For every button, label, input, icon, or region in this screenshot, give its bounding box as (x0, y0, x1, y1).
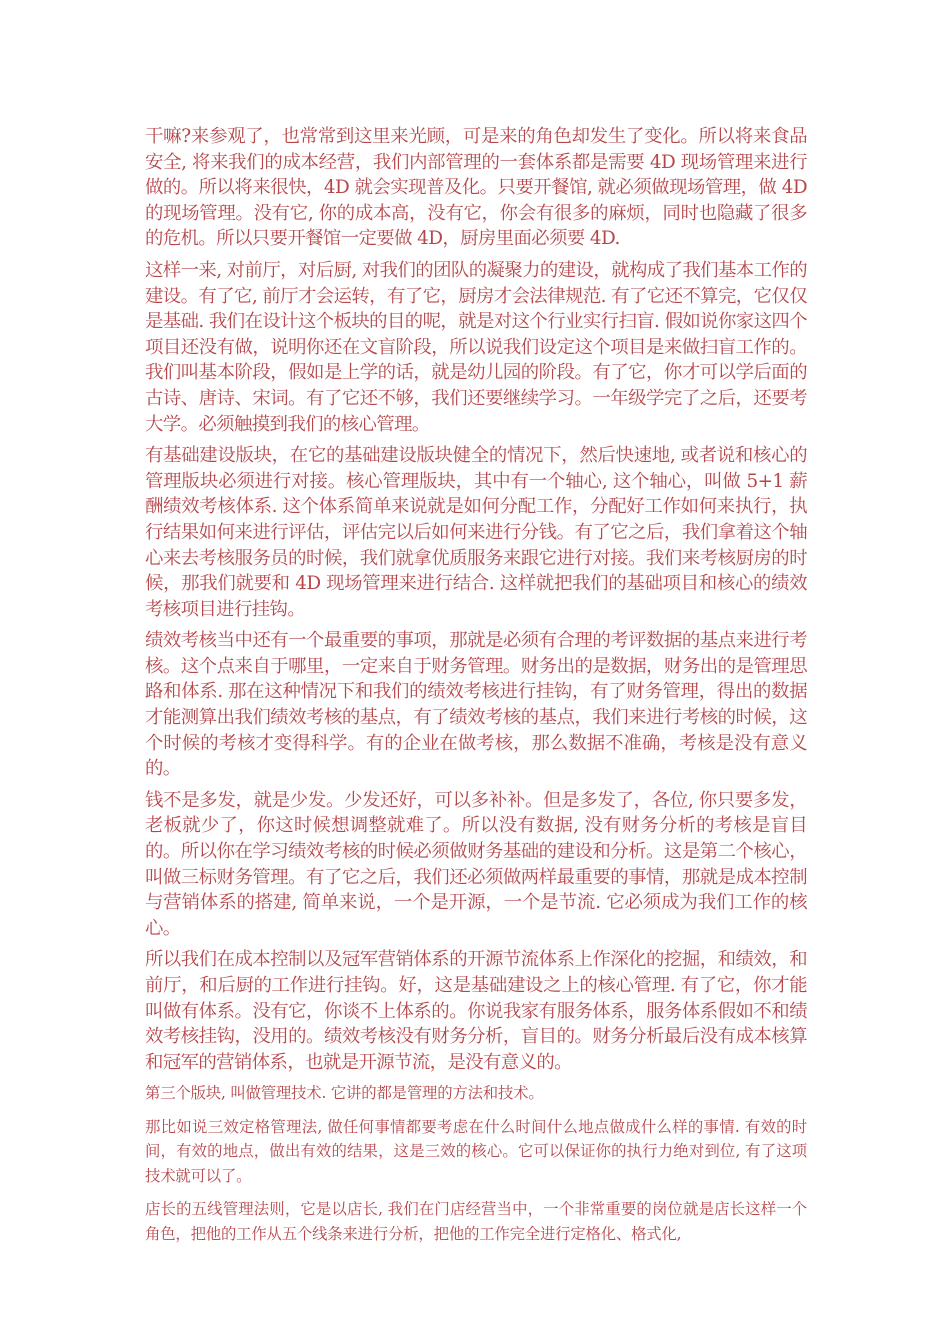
paragraph-1: 干嘛?来参观了，也常常到这里来光顾，可是来的角色却发生了变化。所以将来食品安全, 将来我们的成本经营，我们内部管理的一套体系都是需要 4D 现场管理来进行做的。所以将来很快，4D 就会实现普及化。只要开餐馆, 就必须做现场管理，做 4D 的现场管理。没有它, 你的成本高，没有它，你会有很多的麻烦，同时也隐藏了很多的危机。所以只要开餐馆一定要做 4D，厨房里面必须要 4D. (145, 126, 807, 250)
paragraph-3: 有基础建设版块，在它的基础建设版块健全的情况下，然后快速地, 或者说和核心的管理版块必须进行对接。核心管理版块，其中有一个轴心, 这个轴心，叫做 5+1 薪酬绩效考核体系. 这个体系简单来说就是如何分配工作，分配好工作如何来执行，执行结果如何来进行评估，评估完以后如何来进行分钱。有了它之后，我们拿着这个轴心来去考核服务员的时候，我们就拿优质服务来跟它进行对接。我们来考核厨房的时候，那我们就要和 4D 现场管理来进行结合. 这样就把我们的基础项目和核心的绩效考核项目进行挂钩。 (145, 445, 807, 620)
paragraph-4: 绩效考核当中还有一个最重要的事项，那就是必须有合理的考评数据的基点来进行考核。这个点来自于哪里，一定来自于财务管理。财务出的是数据，财务出的是管理思路和体系. 那在这种情况下和我们的绩效考核进行挂钩，有了财务管理，得出的数据才能测算出我们绩效考核的基点，有了绩效考核的基点，我们来进行考核的时候，这个时候的考核才变得科学。有的企业在做考核，那么数据不准确，考核是没有意义的。 (145, 630, 807, 780)
document-body (145, 124, 807, 1255)
paragraph-7: 第三个版块, 叫做管理技术. 它讲的都是管理的方法和技术。 (145, 1084, 544, 1103)
paragraph-6: 所以我们在成本控制以及冠军营销体系的开源节流体系上作深化的挖掘，和绩效，和前厅，和后厨的工作进行挂钩。好，这是基础建设之上的核心管理. 有了它，你才能叫做有体系。没有它，你谈不上体系的。你说我家有服务体系，服务体系假如不和绩效考核挂钩，没用的。绩效考核没有财务分析，盲目的。财务分析最后没有成本核算和冠军的营销体系，也就是开源节流，是没有意义的。 (145, 949, 807, 1073)
paragraph-2: 这样一来, 对前厅，对后厨, 对我们的团队的凝聚力的建设，就构成了我们基本工作的建设。有了它, 前厅才会运转，有了它，厨房才会法律规范. 有了它还不算完，它仅仅是基础. 我们在设计这个板块的目的呢，就是对这个行业实行扫盲. 假如说你家这四个项目还没有做，说明你还在文盲阶段，所以说我们设定这个项目是来做扫盲工作的。我们叫基本阶段，假如是上学的话，就是幼儿园的阶段。有了它，你才可以学后面的古诗、唐诗、宋词。有了它还不够，我们还要继续学习。一年级学完了之后，还要考大学。必须触摸到我们的核心管理。 (145, 259, 807, 435)
paragraph-8: 那比如说三效定格管理法, 做任何事情都要考虑在什么时间什么地点做成什么样的事情. 有效的时间，有效的地点，做出有效的结果，这是三效的核心。它可以保证你的执行力绝对到位, 有了这项技术就可以了。 (145, 1117, 807, 1185)
paragraph-9: 店长的五线管理法则，它是以店长, 我们在门店经营当中，一个非常重要的岗位就是店长这样一个角色，把他的工作从五个线条来进行分析，把他的工作完全进行定格化、格式化, (145, 1200, 807, 1243)
paragraph-5: 钱不是多发，就是少发。少发还好，可以多补补。但是多发了，各位, 你只要多发，老板就少了，你这时候想调整就难了。所以没有数据, 没有财务分析的考核是盲目的。所以你在学习绩效考核的时候必须做财务基础的建设和分析。这是第二个核心，叫做三标财务管理。有了它之后，我们还必须做两样最重要的事情，那就是成本控制与营销体系的搭建, 简单来说，一个是开源，一个是节流. 它必须成为我们工作的核心。 (145, 789, 807, 939)
